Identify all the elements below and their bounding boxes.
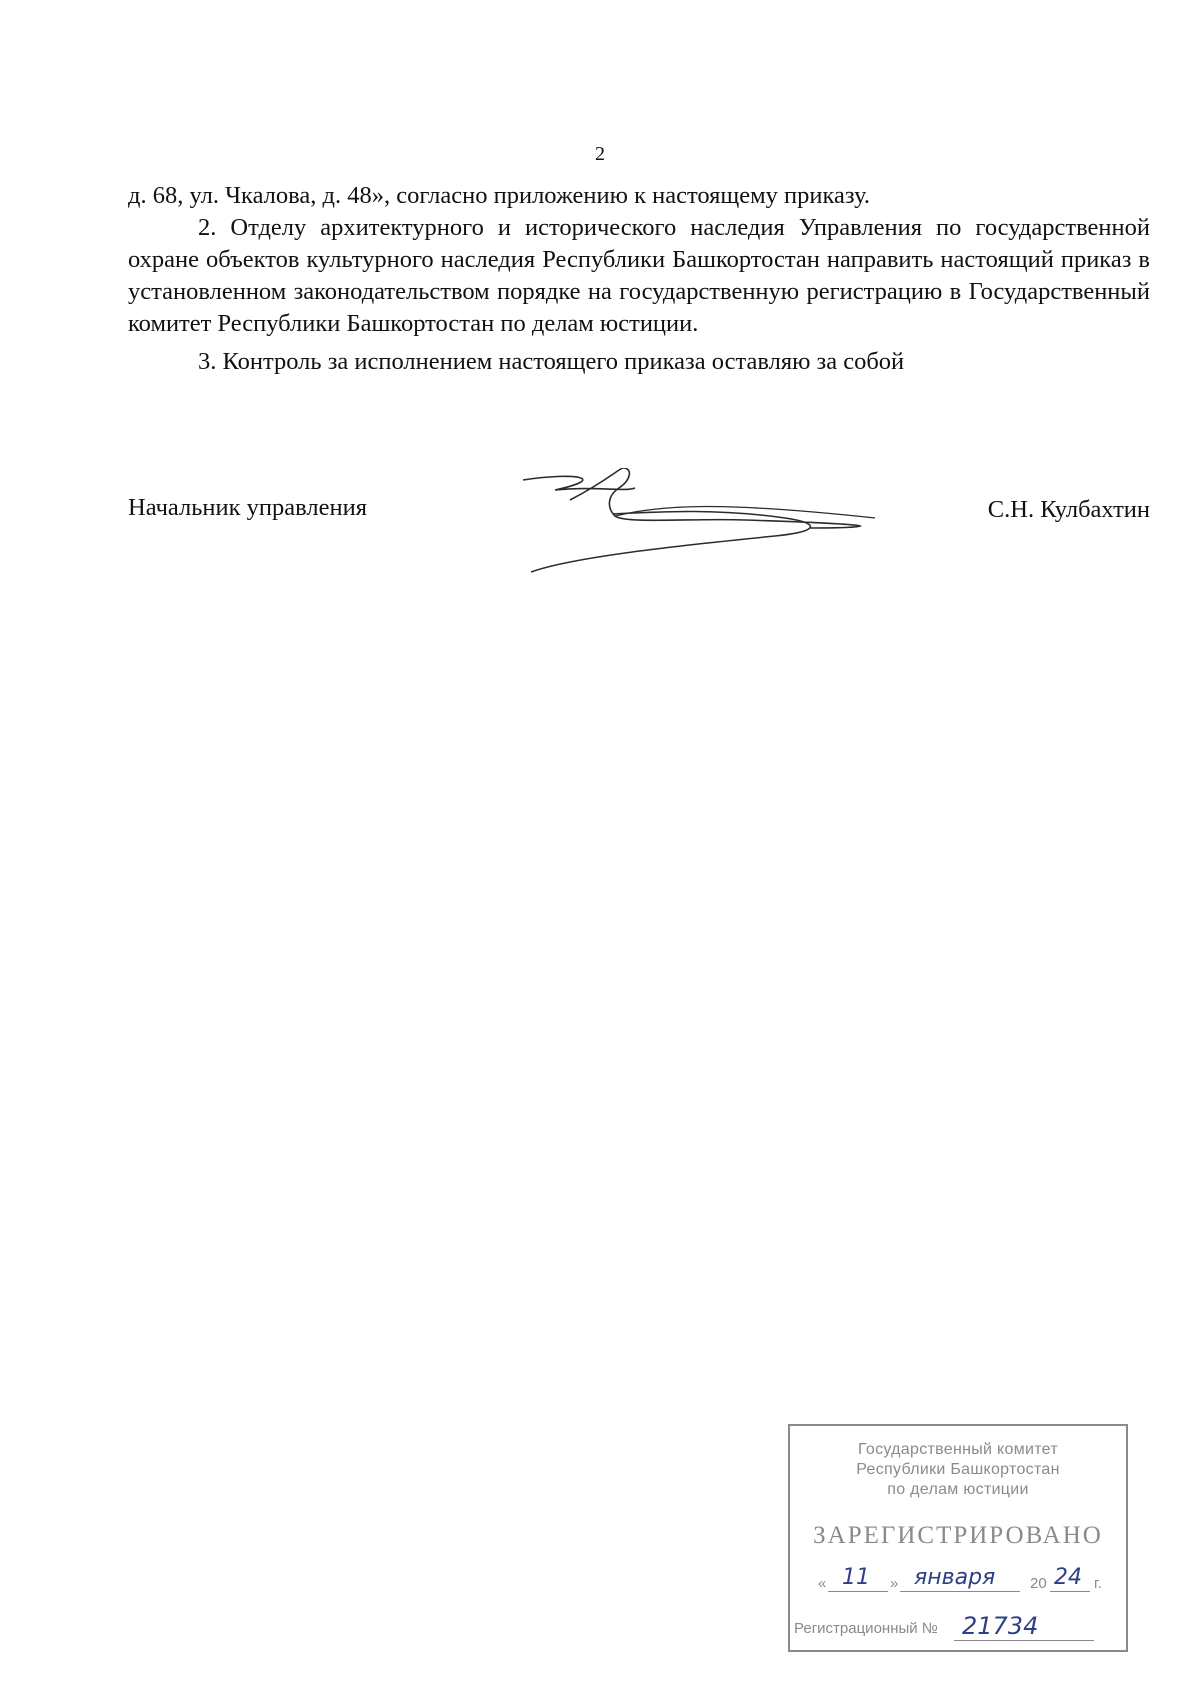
document-body (128, 180, 1150, 378)
stamp-date-day: 11 (842, 1565, 870, 1590)
stamp-date-month-line (900, 1591, 1020, 1592)
signer-title: Начальник управления (128, 494, 367, 521)
paragraph-address-tail: д. 68, ул. Чкалова, д. 48», согласно приложению к настоящему приказу. (128, 182, 870, 209)
stamp-date-year-prefix: 20 (1030, 1575, 1047, 1592)
stamp-reg-line (954, 1640, 1094, 1641)
stamp-date-year-suffix: 24 (1054, 1565, 1082, 1590)
paragraph-3: 3. Контроль за исполнением настоящего приказа оставляю за собой (198, 348, 905, 375)
stamp-registration-number (794, 1612, 1124, 1646)
stamp-date-year-line (1050, 1591, 1090, 1592)
stamp-date-close-quote: » (890, 1575, 899, 1592)
handwritten-signature (515, 468, 935, 578)
stamp-date-open-quote: « (818, 1575, 827, 1592)
signer-name: С.Н. Кулбахтин (987, 496, 1150, 523)
stamp-registered-label: ЗАРЕГИСТРИРОВАНО (813, 1522, 1103, 1549)
page-number: 2 (595, 143, 605, 165)
stamp-date (818, 1565, 1108, 1599)
stamp-organization (790, 1440, 1126, 1500)
stamp-org-line3: по делам юстиции (887, 1481, 1029, 1498)
stamp-reg-number: 21734 (962, 1612, 1039, 1640)
stamp-reg-label: Регистрационный № (794, 1620, 938, 1637)
stamp-org-line2: Республики Башкортостан (856, 1461, 1060, 1478)
stamp-date-month: января (914, 1565, 996, 1590)
stamp-date-year-abbrev: г. (1094, 1575, 1102, 1592)
stamp-date-day-line (828, 1591, 888, 1592)
registration-stamp (788, 1424, 1128, 1652)
stamp-org-line1: Государственный комитет (858, 1441, 1058, 1458)
paragraph-2: 2. Отделу архитектурного и исторического наследия Управления по государственной охране объектов культурного наследия Республики Башкортостан направить настоящий приказ в установленном законодательством порядке на государственную регистрацию в Государственный комитет Республики Башкортостан по делам юстиции. (128, 214, 1150, 337)
